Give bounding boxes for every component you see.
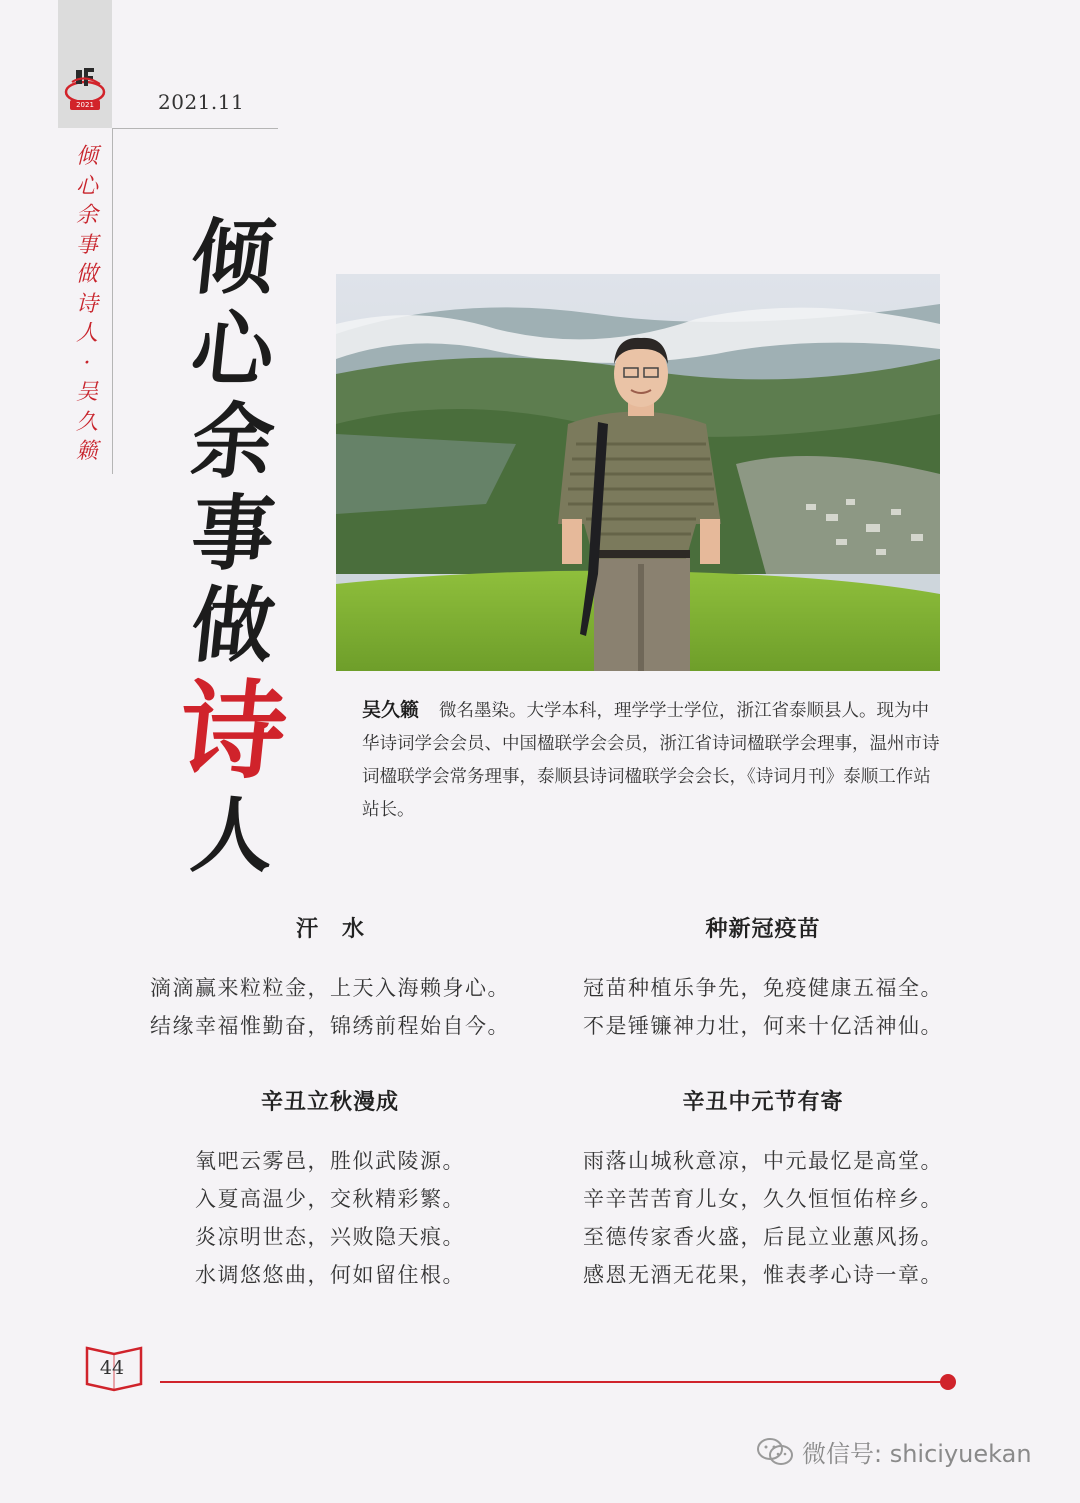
poem-line: 氧吧云雾邑，胜似武陵源。 <box>195 1149 465 1173</box>
poem-line: 炎凉明世态，兴败隐天痕。 <box>195 1225 465 1249</box>
poem-line: 水调悠悠曲，何如留住根。 <box>195 1263 465 1287</box>
poem-title: 种新冠疫苗 <box>705 916 821 942</box>
poem <box>553 1085 973 1294</box>
poem-line: 感恩无酒无花果，惟表孝心诗一章。 <box>583 1263 943 1287</box>
big-vertical-title <box>173 210 293 884</box>
header-divider-vertical <box>112 128 113 474</box>
footer-line <box>160 1381 945 1383</box>
poem-title: 辛丑立秋漫成 <box>260 1089 399 1115</box>
title-char: 做 <box>186 578 280 674</box>
title-char: 倾 <box>186 210 280 306</box>
issue-date: 2021.11 <box>158 90 245 114</box>
watermark-text: 微信号: shiciyuekan <box>802 1440 1032 1468</box>
poem-line: 冠苗种植乐争先，免疫健康五福全。 <box>583 976 943 1000</box>
poem-line: 不是锤镰神力壮，何来十亿活神仙。 <box>583 1014 943 1038</box>
footer-dot <box>940 1374 956 1390</box>
poem-title: 辛丑中元节有寄 <box>682 1089 844 1115</box>
header-divider-horizontal <box>112 128 278 129</box>
title-char: 人 <box>186 788 280 884</box>
author-photo <box>336 274 940 671</box>
wechat-icon <box>756 1437 794 1467</box>
author-bio <box>362 694 942 827</box>
poem-line: 辛辛苦苦育儿女，久久恒恒佑梓乡。 <box>583 1187 943 1211</box>
poem <box>120 912 540 1045</box>
title-char: 余 <box>186 394 280 490</box>
poem-line: 至德传家香火盛，后昆立业蕙风扬。 <box>583 1225 943 1249</box>
poem <box>120 1085 540 1294</box>
poem-title: 汗水 <box>295 916 388 942</box>
title-char: 事 <box>186 486 280 582</box>
page-number: 44 <box>99 1357 125 1379</box>
author-name: 吴久籁 <box>362 699 420 721</box>
poem-line: 结缘幸福惟勤奋，锦绣前程始自今。 <box>150 1014 510 1038</box>
poem-line: 滴滴赢来粒粒金，上天入海赖身心。 <box>150 976 510 1000</box>
poem <box>553 912 973 1045</box>
side-vertical-title: 倾 心 余 事 做 诗 人 · 吴 久 籁 <box>75 144 98 464</box>
logo-year-badge: 2021 <box>70 100 100 110</box>
poem-line: 入夏高温少，交秋精彩繁。 <box>195 1187 465 1211</box>
title-char: 心 <box>186 302 280 398</box>
title-char-accent: 诗 <box>173 668 293 793</box>
author-bio-text: 微名墨染。大学本科，理学学士学位，浙江省泰顺县人。现为中华诗词学会会员、中国楹联学会会员，浙江省诗词楹联学会理事，温州市诗词楹联学会常务理事，泰顺县诗词楹联学会会长，《诗词月刊》泰顺工作站站长。 <box>362 701 940 820</box>
poem-line: 雨落山城秋意凉，中元最忆是高堂。 <box>583 1149 943 1173</box>
wechat-watermark <box>756 1434 1032 1469</box>
